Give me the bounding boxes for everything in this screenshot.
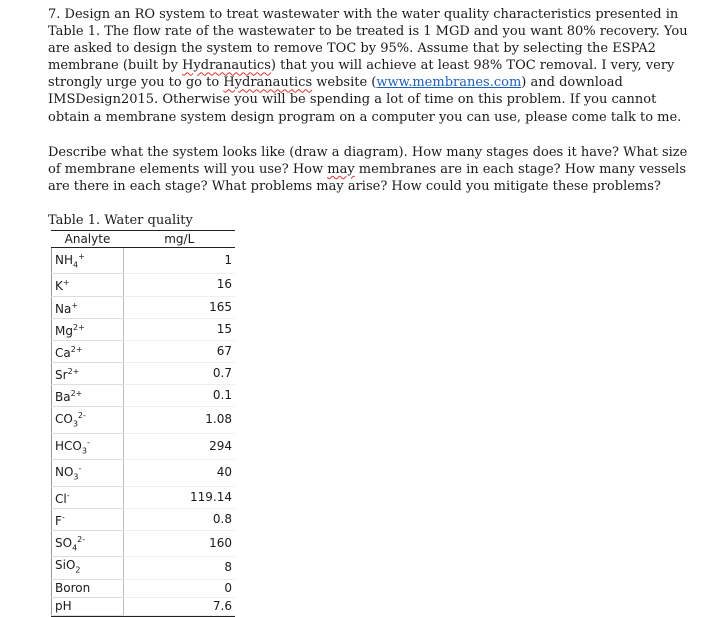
concentration-value: 160 — [124, 530, 236, 556]
analyte-cell — [52, 407, 124, 433]
spellcheck-word-may: may — [327, 162, 355, 178]
analyte-name: HCO — [55, 438, 82, 453]
table-row — [52, 362, 236, 384]
analyte-cell — [52, 384, 124, 406]
header-concentration: mg/L — [124, 231, 236, 248]
analyte-cell — [52, 597, 124, 615]
table-row — [52, 508, 236, 530]
paragraph-1-text-d: ) and download IMSDesign2015. Otherwise you will be spending a lot of time on this problem. If you cannot obtain a membrane system design program on a computer you can use, please come talk to me. — [48, 75, 682, 125]
analyte-cell — [52, 486, 124, 508]
analyte-name: Sr — [55, 367, 68, 382]
analyte-name: SiO — [55, 558, 76, 573]
analyte-subscript: 4 — [72, 543, 78, 553]
concentration-value: 15 — [124, 318, 236, 340]
analyte-name: Ca — [55, 345, 71, 360]
concentration-value: 165 — [124, 296, 236, 318]
analyte-charge: 2+ — [70, 388, 83, 398]
concentration-value: 8 — [124, 557, 236, 579]
analyte-name: K — [55, 279, 63, 294]
analyte-subscript: 3 — [73, 472, 79, 482]
water-quality-table — [51, 230, 235, 617]
table-row — [52, 274, 236, 296]
concentration-value: 40 — [124, 460, 236, 486]
table-row — [52, 530, 236, 556]
table-row — [52, 318, 236, 340]
spellcheck-word-hydranautics-2: Hydranautics — [223, 75, 313, 91]
table-header-row — [52, 231, 236, 248]
analyte-cell — [52, 530, 124, 556]
analyte-cell — [52, 557, 124, 579]
paragraph-1-text-a: 7. Design an RO system to treat wastewater with the water quality characteristics presented in Table 1. The flow rate of the wastewater to be treated is 1 MGD and you want 80% recovery. You are asked to design the system to remove TOC by 95%. Assume that by selecting the ESPA2 membrane (built by — [48, 7, 688, 74]
analyte-name: Ba — [55, 389, 71, 404]
table-row — [52, 486, 236, 508]
table-row — [52, 460, 236, 486]
analyte-name: Na — [55, 301, 72, 316]
analyte-charge: + — [62, 278, 70, 288]
paragraph-1-text-b: ) that you will achieve at least 98% TOC removal. I very, very strongly urge you to go to — [48, 58, 675, 91]
analyte-charge: 2- — [77, 411, 86, 421]
table-row — [52, 557, 236, 579]
concentration-value: 67 — [124, 340, 236, 362]
analyte-cell — [52, 318, 124, 340]
analyte-cell — [52, 340, 124, 362]
concentration-value: 0 — [124, 579, 236, 597]
analyte-charge: 2+ — [67, 366, 80, 376]
analyte-cell — [52, 508, 124, 530]
concentration-value: 0.7 — [124, 362, 236, 384]
concentration-value: 1.08 — [124, 407, 236, 433]
analyte-charge: 2- — [77, 534, 86, 544]
analyte-name: Mg — [55, 323, 73, 338]
concentration-value: 119.14 — [124, 486, 236, 508]
table-row — [52, 248, 236, 274]
analyte-cell — [52, 274, 124, 296]
analyte-cell — [52, 460, 124, 486]
table-caption: Table 1. Water quality — [48, 213, 193, 228]
table-row — [52, 340, 236, 362]
analyte-name: CO — [55, 412, 73, 427]
table-row — [52, 433, 236, 459]
table-row — [52, 597, 236, 615]
table-row — [52, 296, 236, 318]
problem-paragraph-1 — [48, 6, 688, 126]
header-analyte: Analyte — [52, 231, 124, 248]
table-row — [52, 579, 236, 597]
analyte-name: NO — [55, 465, 74, 480]
concentration-value: 1 — [124, 248, 236, 274]
analyte-charge: 2+ — [70, 344, 83, 354]
analyte-subscript: 3 — [81, 445, 87, 455]
paragraph-2-text-a: Describe what the system looks like (draw a diagram). How many stages does it have? What size of membrane elements will you use? How — [48, 145, 688, 178]
analyte-name: pH — [55, 598, 72, 613]
analyte-cell — [52, 579, 124, 597]
analyte-charge: - — [66, 490, 70, 500]
analyte-charge: - — [61, 512, 65, 522]
paragraph-2-text-b: membranes are in each stage? How many vessels are there in each stage? What problems may arise? How could you mitigate these problems? — [48, 162, 687, 195]
analyte-charge: 2+ — [72, 322, 85, 332]
analyte-charge: + — [78, 252, 85, 261]
analyte-name: F — [55, 513, 62, 528]
concentration-value: 16 — [124, 274, 236, 296]
analyte-subscript: 4 — [73, 260, 79, 270]
analyte-charge: - — [86, 437, 90, 447]
analyte-cell — [52, 248, 124, 274]
analyte-name: Cl — [55, 491, 67, 506]
analyte-name: NH — [55, 253, 73, 267]
concentration-value: 0.1 — [124, 384, 236, 406]
analyte-name: Boron — [55, 580, 91, 595]
analyte-cell — [52, 296, 124, 318]
table-row — [52, 407, 236, 433]
concentration-value: 0.8 — [124, 508, 236, 530]
spellcheck-word-hydranautics: Hydranautics — [182, 58, 271, 74]
analyte-subscript: 3 — [72, 419, 78, 429]
analyte-subscript: 2 — [75, 565, 81, 575]
table-row — [52, 384, 236, 406]
analyte-cell — [52, 433, 124, 459]
analyte-name: SO — [55, 535, 73, 550]
concentration-value: 294 — [124, 433, 236, 459]
analyte-charge: + — [71, 300, 79, 310]
concentration-value: 7.6 — [124, 597, 236, 615]
analyte-charge: - — [78, 464, 82, 474]
membranes-website-link[interactable]: www.membranes.com — [376, 75, 522, 91]
analyte-cell — [52, 362, 124, 384]
problem-paragraph-2 — [48, 144, 688, 195]
paragraph-1-text-c: website ( — [312, 75, 377, 91]
